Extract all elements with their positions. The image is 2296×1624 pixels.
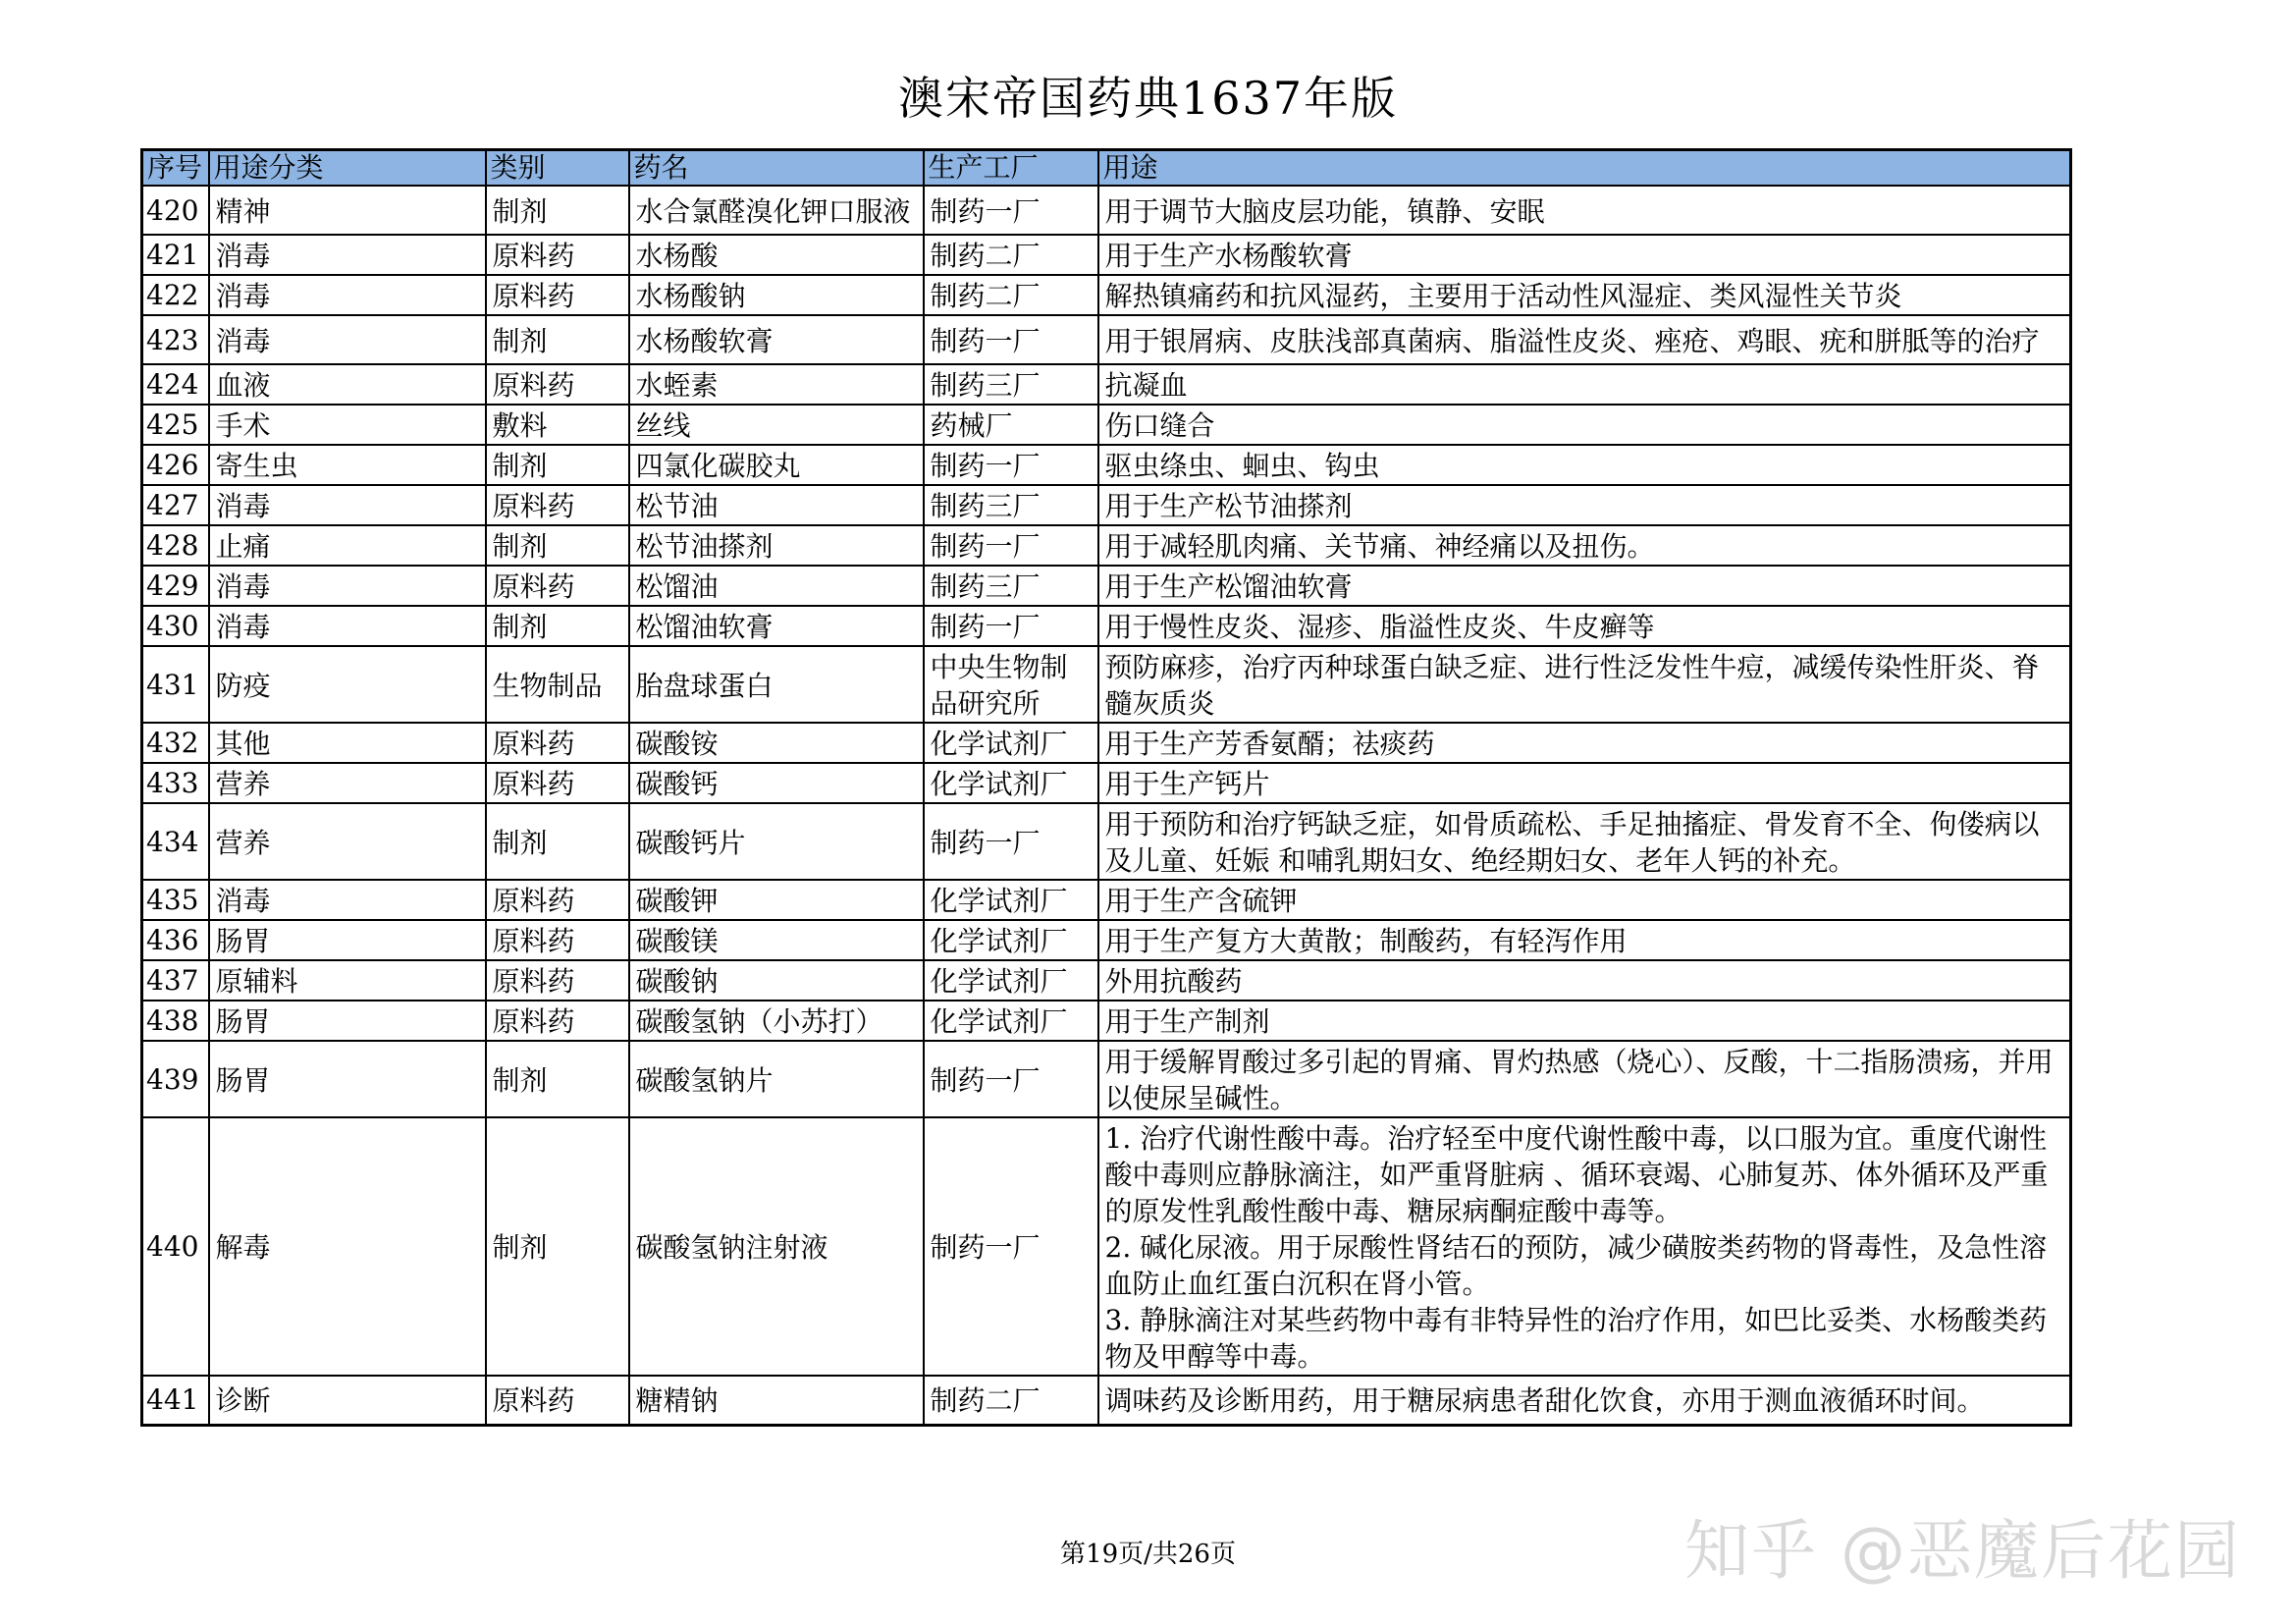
factory: 制药三厂 [924,485,1098,525]
usage-category: 消毒 [209,275,486,315]
drug-type: 原料药 [486,566,629,606]
usage [1098,763,2071,803]
drug-name: 丝线 [629,405,924,445]
table-row [142,186,2071,235]
drug-name: 水杨酸软膏 [629,315,924,364]
usage-line: 用于生产制剂 [1104,1005,1270,1038]
row-number: 426 [142,445,209,485]
row-number: 434 [142,803,209,880]
usage [1098,315,2071,364]
drug-type: 原料药 [486,1001,629,1041]
usage [1098,1041,2071,1117]
row-number: 437 [142,960,209,1001]
table-row [142,485,2071,525]
factory: 化学试剂厂 [924,880,1098,920]
usage [1098,405,2071,445]
usage-category: 消毒 [209,315,486,364]
usage-line: 解热镇痛药和抗风湿药，主要用于活动性风湿症、类风湿性关节炎 [1104,280,1902,312]
factory: 制药一厂 [924,606,1098,646]
row-number: 423 [142,315,209,364]
page-number: 第19页/共26页 [1060,1540,1236,1569]
table-row [142,405,2071,445]
table-row [142,723,2071,763]
drug-type: 原料药 [486,1376,629,1425]
row-number: 438 [142,1001,209,1041]
factory: 中央生物制品研究所 [924,646,1098,723]
table-row [142,803,2071,880]
usage-category: 解毒 [209,1117,486,1376]
header-drug-name: 药名 [629,150,924,187]
usage-line: 用于缓解胃酸过多引起的胃痛、胃灼热感（烧心）、反酸，十二指肠溃疡，并用以使尿呈碱性。 [1104,1046,2054,1114]
drug-type: 原料药 [486,763,629,803]
drug-type: 原料药 [486,880,629,920]
usage-line: 抗凝血 [1104,369,1188,402]
usage-line: 用于减轻肌肉痛、关节痛、神经痛以及扭伤。 [1104,530,1655,563]
table-row [142,880,2071,920]
table-header-row [142,150,2071,187]
table-row [142,235,2071,275]
drug-type: 原料药 [486,235,629,275]
table-row [142,1001,2071,1041]
drug-name: 水蛭素 [629,364,924,405]
usage-category: 肠胃 [209,920,486,960]
drug-name: 水合氯醛溴化钾口服液 [629,186,924,235]
usage [1098,1001,2071,1041]
factory: 制药一厂 [924,186,1098,235]
usage-category: 寄生虫 [209,445,486,485]
row-number: 432 [142,723,209,763]
usage-category: 消毒 [209,235,486,275]
usage-category: 营养 [209,763,486,803]
table-row [142,606,2071,646]
factory: 制药一厂 [924,315,1098,364]
drug-name: 碳酸铵 [629,723,924,763]
header-usage: 用途 [1098,150,2071,187]
drug-name: 松馏油 [629,566,924,606]
usage [1098,723,2071,763]
row-number: 429 [142,566,209,606]
header-no: 序号 [142,150,209,187]
usage-line: 驱虫绦虫、蛔虫、钩虫 [1104,450,1380,482]
usage-line: 外用抗酸药 [1104,965,1243,998]
table-row [142,275,2071,315]
usage-category: 消毒 [209,606,486,646]
factory: 化学试剂厂 [924,920,1098,960]
drug-name: 松馏油软膏 [629,606,924,646]
factory: 制药一厂 [924,1041,1098,1117]
usage-line: 用于调节大脑皮层功能，镇静、安眠 [1104,194,1545,228]
table-row [142,566,2071,606]
usage-category: 肠胃 [209,1001,486,1041]
usage-line: 用于生产松节油搽剂 [1104,490,1353,522]
row-number: 431 [142,646,209,723]
drug-name: 松节油 [629,485,924,525]
usage-line: 预防麻疹，治疗丙种球蛋白缺乏症、进行性泛发性牛痘，减缓传染性肝炎、脊髓灰质炎 [1104,651,2040,720]
factory: 化学试剂厂 [924,1001,1098,1041]
drug-type: 敷料 [486,405,629,445]
table-row [142,364,2071,405]
drug-type: 制剂 [486,1041,629,1117]
table-row [142,1117,2071,1376]
row-number: 424 [142,364,209,405]
factory: 制药一厂 [924,525,1098,566]
table-row [142,960,2071,1001]
row-number: 441 [142,1376,209,1425]
usage-line: 用于生产水杨酸软膏 [1104,240,1353,272]
usage-line: 1. 治疗代谢性酸中毒。治疗轻至中度代谢性酸中毒，以口服为宜。重度代谢性酸中毒则应静脉滴注，如严重肾脏病 、循环衰竭、心肺复苏、体外循环及严重的原发性乳酸性酸中毒、糖尿病酮症酸中毒等。 [1104,1122,2049,1227]
usage [1098,275,2071,315]
drug-name: 碳酸钾 [629,880,924,920]
table-row [142,525,2071,566]
drug-type: 制剂 [486,315,629,364]
usage-line: 2. 碱化尿液。用于尿酸性肾结石的预防，减少磺胺类药物的肾毒性，及急性溶血防止血红蛋白沉积在肾小管。 [1104,1231,2048,1300]
drug-type: 原料药 [486,364,629,405]
usage-category: 消毒 [209,880,486,920]
factory: 制药三厂 [924,364,1098,405]
usage-line: 用于生产含硫钾 [1104,885,1298,917]
drug-name: 碳酸钠 [629,960,924,1001]
usage-category: 营养 [209,803,486,880]
usage [1098,606,2071,646]
usage [1098,960,2071,1001]
factory: 化学试剂厂 [924,763,1098,803]
usage [1098,803,2071,880]
row-number: 422 [142,275,209,315]
usage-line: 伤口缝合 [1104,409,1215,442]
drug-type: 原料药 [486,723,629,763]
usage-category: 消毒 [209,566,486,606]
table-row [142,763,2071,803]
row-number: 420 [142,186,209,235]
usage-line: 用于生产钙片 [1104,768,1270,800]
usage-line: 用于生产芳香氨醑；祛痰药 [1104,728,1435,760]
factory: 化学试剂厂 [924,960,1098,1001]
usage-category: 肠胃 [209,1041,486,1117]
factory: 制药三厂 [924,566,1098,606]
table-row [142,1376,2071,1425]
usage [1098,235,2071,275]
drug-name: 碳酸氢钠注射液 [629,1117,924,1376]
row-number: 428 [142,525,209,566]
usage-line: 用于生产松馏油软膏 [1104,570,1353,603]
drug-name: 胎盘球蛋白 [629,646,924,723]
factory: 制药二厂 [924,275,1098,315]
header-category: 用途分类 [209,150,486,187]
drug-name: 碳酸钙片 [629,803,924,880]
page-title: 澳宋帝国药典1637年版 [897,72,1399,125]
drug-type: 制剂 [486,186,629,235]
drug-name: 四氯化碳胶丸 [629,445,924,485]
usage-category: 止痛 [209,525,486,566]
drug-name: 碳酸氢钠片 [629,1041,924,1117]
factory: 制药一厂 [924,803,1098,880]
table-row [142,646,2071,723]
row-number: 421 [142,235,209,275]
usage [1098,525,2071,566]
usage [1098,646,2071,723]
factory: 制药二厂 [924,1376,1098,1425]
usage [1098,485,2071,525]
row-number: 427 [142,485,209,525]
table-row [142,1041,2071,1117]
drug-name: 碳酸钙 [629,763,924,803]
header-factory: 生产工厂 [924,150,1098,187]
drug-name: 水杨酸钠 [629,275,924,315]
factory: 制药一厂 [924,445,1098,485]
drug-type: 制剂 [486,525,629,566]
usage-line: 用于慢性皮炎、湿疹、脂溢性皮炎、牛皮癣等 [1104,611,1655,643]
table-row [142,920,2071,960]
usage [1098,1376,2071,1425]
usage-line: 用于预防和治疗钙缺乏症，如骨质疏松、手足抽搐症、骨发育不全、佝偻病以及儿童、妊娠 和哺乳期妇女、绝经期妇女、老年人钙的补充。 [1104,808,2040,877]
drug-type: 制剂 [486,606,629,646]
drug-type: 制剂 [486,445,629,485]
header-type: 类别 [486,150,629,187]
drug-name: 碳酸镁 [629,920,924,960]
usage [1098,445,2071,485]
row-number: 439 [142,1041,209,1117]
usage [1098,880,2071,920]
drug-type: 原料药 [486,275,629,315]
drug-type: 生物制品 [486,646,629,723]
watermark: 知乎 @恶魔后花园 [1684,1513,2241,1589]
factory: 制药一厂 [924,1117,1098,1376]
drug-table [140,148,2072,1427]
drug-type: 原料药 [486,920,629,960]
usage-category: 原辅料 [209,960,486,1001]
factory: 化学试剂厂 [924,723,1098,763]
row-number: 425 [142,405,209,445]
usage [1098,1117,2071,1376]
table-row [142,445,2071,485]
usage [1098,920,2071,960]
usage-category: 诊断 [209,1376,486,1425]
usage-line: 3. 静脉滴注对某些药物中毒有非特异性的治疗作用，如巴比妥类、水杨酸类药物及甲醇等中毒。 [1104,1304,2048,1373]
usage-line: 用于银屑病、皮肤浅部真菌病、脂溢性皮炎、痤疮、鸡眼、疣和胼胝等的治疗 [1104,324,2040,357]
usage [1098,364,2071,405]
usage-category: 防疫 [209,646,486,723]
table-row [142,315,2071,364]
drug-type: 原料药 [486,485,629,525]
usage-category: 手术 [209,405,486,445]
usage-line: 调味药及诊断用药，用于糖尿病患者甜化饮食，亦用于测血液循环时间。 [1104,1384,1985,1418]
drug-name: 水杨酸 [629,235,924,275]
drug-type: 制剂 [486,803,629,880]
row-number: 433 [142,763,209,803]
factory: 药械厂 [924,405,1098,445]
row-number: 440 [142,1117,209,1376]
usage-category: 其他 [209,723,486,763]
usage-category: 精神 [209,186,486,235]
factory: 制药二厂 [924,235,1098,275]
drug-type: 制剂 [486,1117,629,1376]
row-number: 436 [142,920,209,960]
usage-category: 消毒 [209,485,486,525]
usage-category: 血液 [209,364,486,405]
drug-type: 原料药 [486,960,629,1001]
row-number: 430 [142,606,209,646]
usage [1098,186,2071,235]
usage [1098,566,2071,606]
drug-name: 碳酸氢钠（小苏打） [629,1001,924,1041]
drug-name: 松节油搽剂 [629,525,924,566]
drug-name: 糖精钠 [629,1376,924,1425]
usage-line: 用于生产复方大黄散；制酸药，有轻泻作用 [1104,925,1628,957]
row-number: 435 [142,880,209,920]
